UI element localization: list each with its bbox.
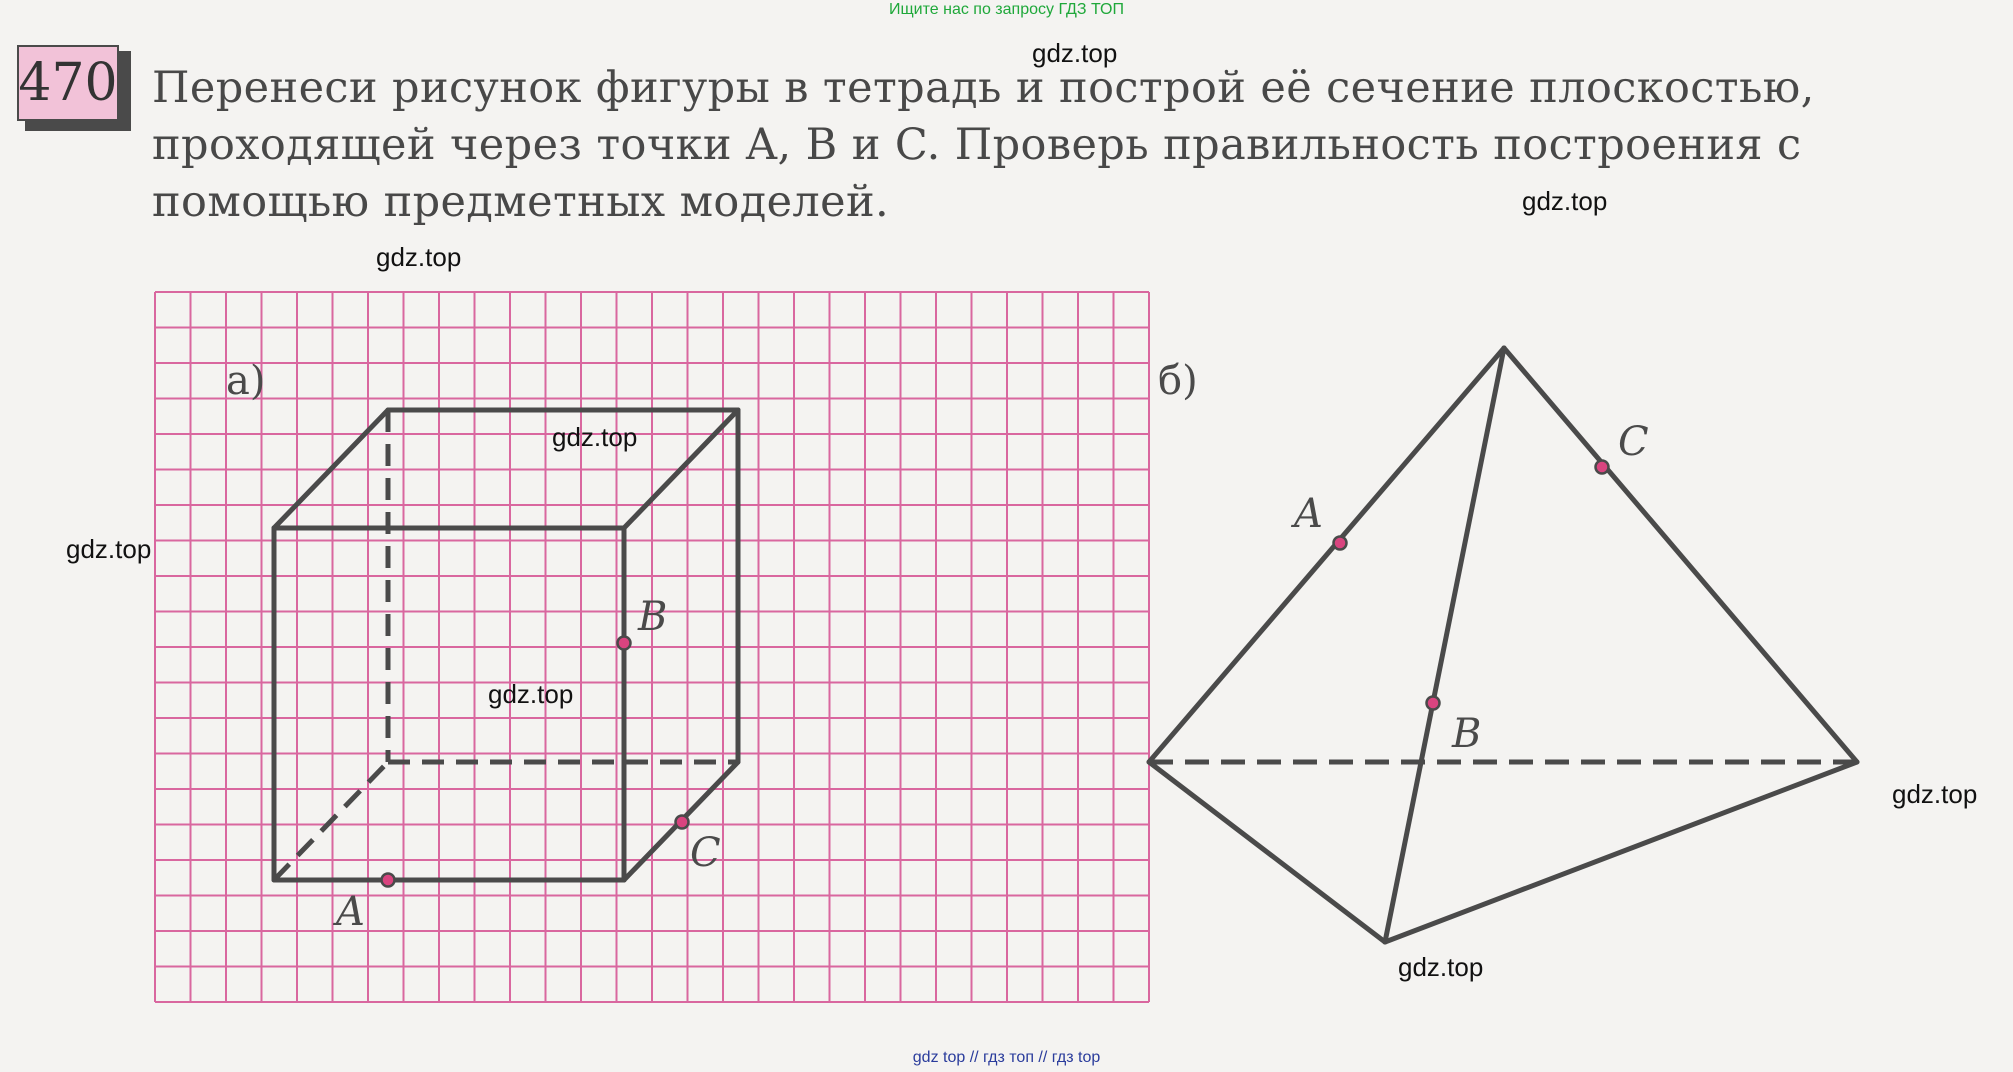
tetra-point-c — [1596, 461, 1609, 474]
watermark-8: gdz.top — [1398, 952, 1484, 982]
cube-point-a — [382, 874, 395, 887]
exercise-number: 470 — [18, 53, 118, 113]
tetra-point-b-label: B — [1452, 711, 1482, 757]
tetra-point-a-label: A — [1294, 491, 1323, 537]
footer-note: gdz top // гдз топ // гдз top — [912, 1049, 1101, 1066]
tetra-edge-front-right — [1385, 762, 1857, 942]
figure-a-label: а) — [226, 358, 266, 404]
header-note: Ищите нас по запросу ГДЗ ТОП — [889, 1, 1124, 18]
watermark-1: gdz.top — [1032, 38, 1118, 68]
tetra-edge-apex-right — [1504, 348, 1857, 762]
watermark-4: gdz.top — [552, 422, 638, 452]
exercise-text-line-1: Перенеси рисунок фигуры в тетрадь и построй её сечение плоскостью, — [152, 63, 1815, 113]
cube-point-b-label: B — [638, 594, 668, 640]
graph-paper-grid — [155, 292, 1149, 1002]
tetra-point-a — [1334, 537, 1347, 550]
watermark-3: gdz.top — [376, 242, 462, 272]
exercise-text-line-3: помощью предметных моделей. — [152, 177, 890, 227]
cube-edge-hidden-bottom-left — [274, 762, 388, 880]
tetra-edge-apex-left — [1149, 348, 1504, 762]
cube-point-c — [676, 816, 689, 829]
watermark-6: gdz.top — [488, 679, 574, 709]
cube-point-b — [618, 637, 631, 650]
exercise-text-line-2: проходящей через точки A, B и C. Проверь правильность построения с — [152, 120, 1802, 170]
figure-a-cube — [274, 410, 738, 880]
cube-point-a-label: A — [336, 889, 365, 935]
figure-b-label: б) — [1158, 358, 1198, 404]
tetra-edge-apex-front — [1385, 348, 1504, 942]
tetra-point-b — [1427, 697, 1440, 710]
figure-b-tetrahedron — [1149, 348, 1857, 942]
watermark-5: gdz.top — [66, 534, 152, 564]
watermark-2: gdz.top — [1522, 186, 1608, 216]
watermark-7: gdz.top — [1892, 779, 1978, 809]
cube-point-c-label: C — [690, 830, 721, 876]
tetra-edge-left-front — [1149, 762, 1385, 942]
tetra-point-c-label: C — [1618, 419, 1649, 465]
